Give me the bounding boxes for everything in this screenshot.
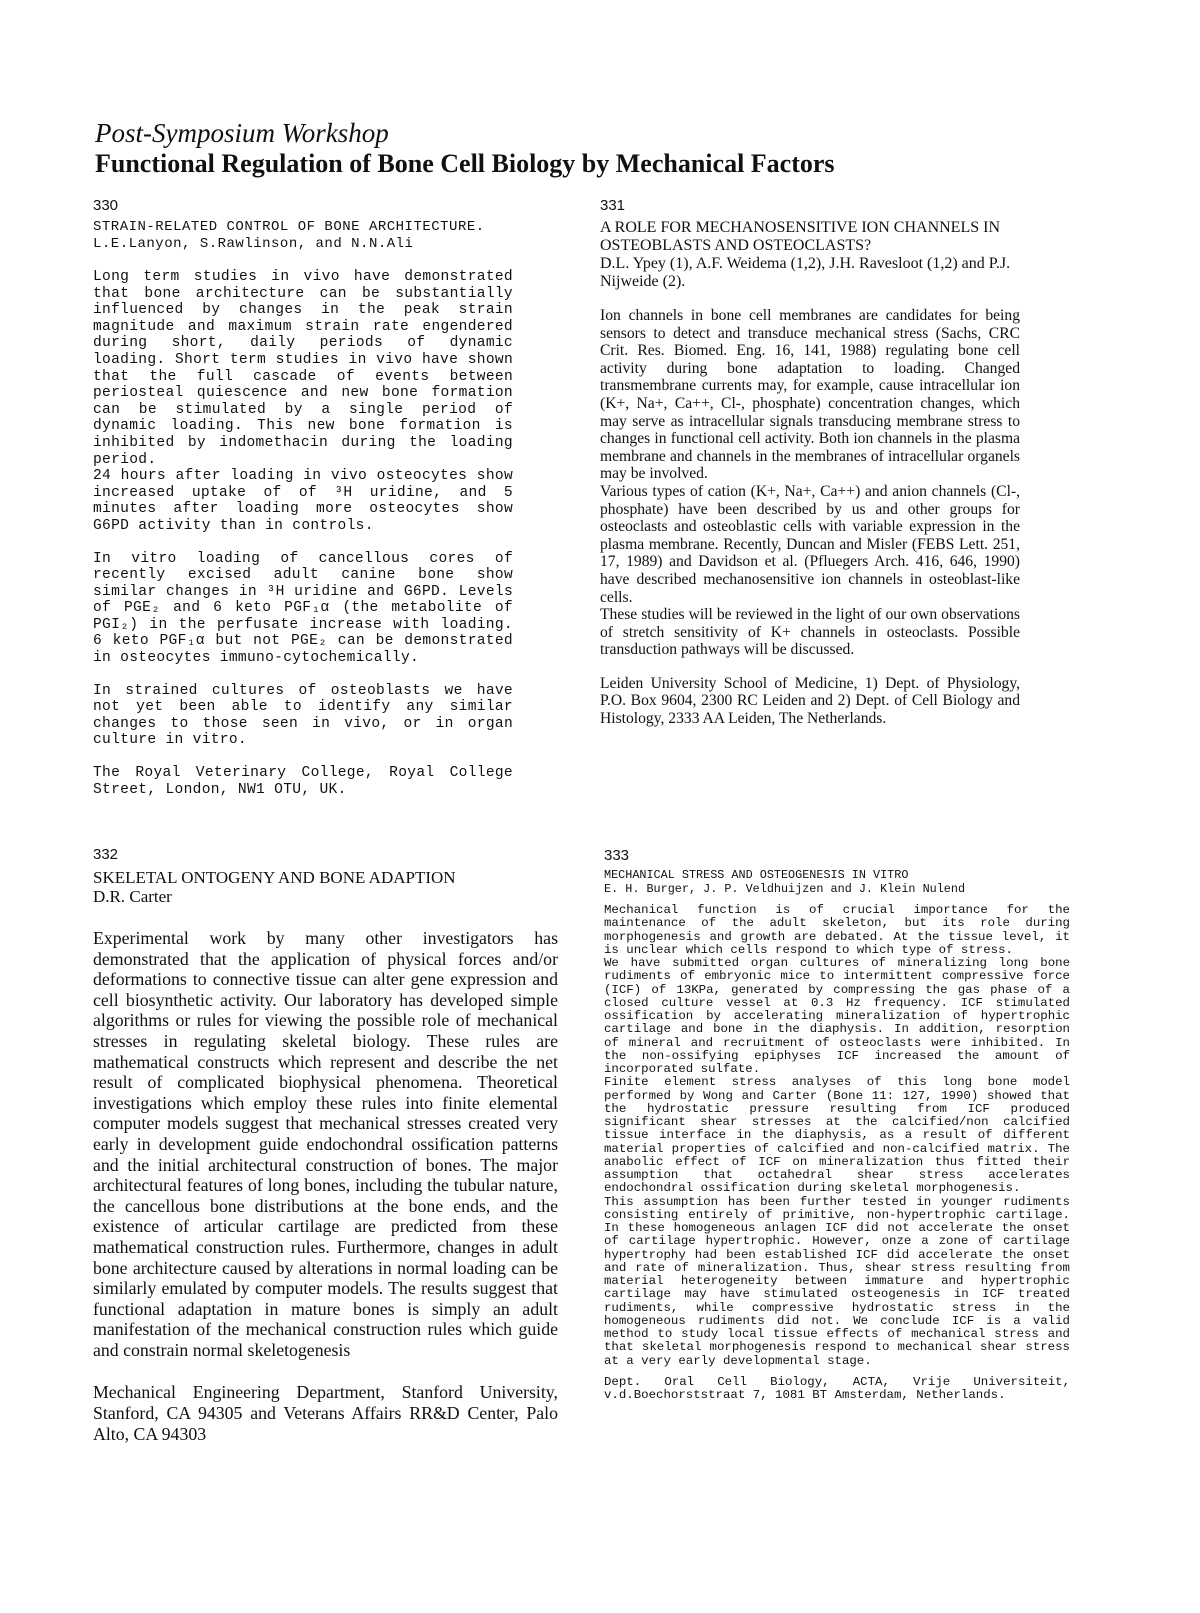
abstract-title: A ROLE FOR MECHANOSENSITIVE ION CHANNELS IN OSTEOBLASTS AND OSTEOCLASTS? <box>600 219 1000 254</box>
page-header <box>95 118 1115 179</box>
abstract-title: MECHANICAL STRESS AND OSTEOGENESIS IN VITRO <box>604 868 909 882</box>
affiliation: Dept. Oral Cell Biology, ACTA, Vrije Universiteit, v.d.Boechorststraat 7, 1081 BT Amsterdam, Netherlands. <box>604 1374 1070 1403</box>
paragraph: Mechanical function is of crucial importance for the maintenance of the adult skeleton, but its role during morphogenesis and growth are debated. At the tissue level, it is unclear which cells respond to which type of stress. <box>604 903 1070 957</box>
abstract-330 <box>93 197 513 798</box>
abstract-332 <box>93 846 558 1444</box>
abstract-authors: E. H. Burger, J. P. Veldhuijzen and J. Klein Nulend <box>604 881 966 896</box>
abstract-number: 332 <box>93 846 119 863</box>
paragraph: This assumption has been further tested in younger rudiments consisting entirely of primitive, non-hypertrophic cartilage. In these homogeneous anlagen ICF did not accelerate the onset of cartilage hypertrophic. However, onze a zone of cartilage hypertrophy had been established ICF did accelerate the onset and rate of mineralization. Thus, shear stress resulting from material heterogeneity between immature and hypertrophic cartilage may have stimulated osteogenesis in ICF treated rudiments, while compressive hydrostatic stress in the homogeneous rudiments did not. We conclude ICF is a valid method to study local tissue effects of mechanical stress and that skeletal morphogenesis respond to mechanical shear stress at a very early developmental stage. <box>604 1194 1070 1368</box>
abstract-body <box>93 269 513 798</box>
abstract-authors: D.R. Carter <box>93 887 172 906</box>
abstract-title: STRAIN-RELATED CONTROL OF BONE ARCHITECTURE. <box>93 219 485 235</box>
abstract-number: 331 <box>600 197 626 214</box>
affiliation: The Royal Veterinary College, Royal College Street, London, NW1 OTU, UK. <box>93 765 513 798</box>
paragraph: These studies will be reviewed in the light of our own observations of stretch sensitivity of K+ channels in osteoclasts. Possible transduction pathways will be discussed. <box>600 606 1020 659</box>
paragraph: Ion channels in bone cell membranes are candidates for being sensors to detect and transduce mechanical stress (Sachs, CRC Crit. Res. Biomed. Eng. 16, 141, 1988) regulating bone cell activity during bone adaptation to loading. Changed transmembrane currents may, for example, cause intracellular ion (K+, Na+, Ca++, Cl-, phosphate) concentration changes, which may serve as intracellular signals transducing membrane stress to changes in functional cell activity. Both ion channels in the plasma membrane and channels in the membranes of intracellular organels may be involved. <box>600 307 1020 483</box>
paragraph: 24 hours after loading in vivo osteocytes show increased uptake of of ³H uridine, and 5 minutes after loading more osteocytes show G6PD activity than in controls. <box>93 468 513 534</box>
abstract-body <box>600 307 1020 728</box>
abstract-number: 333 <box>604 847 630 864</box>
affiliation: Mechanical Engineering Department, Stanford University, Stanford, CA 94305 and Veterans Affairs RR&D Center, Palo Alto, CA 94303 <box>93 1382 558 1444</box>
paragraph: Finite element stress analyses of this long bone model performed by Wong and Carter (Bone 11: 127, 1990) showed that the hydrostatic pressure resulting from ICF produced significant shear stresses at the calcified/non calcified tissue interface in the diaphysis, as a result of different material properties of calcified and non-calcified matrix. The anabolic effect of ICF on mineralization thus fitted their assumption that octahedral shear stress accelerates endochondral ossification during skeletal morphogenesis. <box>604 1075 1070 1196</box>
paragraph: Long term studies in vivo have demonstrated that bone architecture can be substantially influenced by changes in the peak strain magnitude and maximum strain rate engendered during short, daily periods of dynamic loading. Short term studies in vivo have shown that the full cascade of events between periosteal quiescence and new bone formation can be stimulated by a single period of dynamic loading. This new bone formation is inhibited by indomethacin during the loading period. <box>93 269 513 468</box>
abstract-body <box>604 904 1070 1402</box>
abstract-authors: L.E.Lanyon, S.Rawlinson, and N.N.Ali <box>93 236 414 252</box>
paragraph: In vitro loading of cancellous cores of recently excised adult canine bone show similar changes in ³H uridine and G6PD. Levels of PGE₂ and 6 keto PGF₁α (the metabolite of PGI₂) in the perfusate increase with loading. 6 keto PGF₁α but not PGE₂ can be demonstrated in osteocytes immuno-cytochemically. <box>93 550 513 667</box>
abstract-333 <box>604 847 1070 1402</box>
abstract-331 <box>600 197 1020 728</box>
affiliation: Leiden University School of Medicine, 1) Dept. of Physiology, P.O. Box 9604, 2300 RC Leiden and 2) Dept. of Cell Biology and Histology, 2333 AA Leiden, The Netherlands. <box>600 674 1020 728</box>
abstract-authors: D.L. Ypey (1), A.F. Weidema (1,2), J.H. Ravesloot (1,2) and P.J. Nijweide (2). <box>600 255 1011 290</box>
abstract-body <box>93 928 558 1444</box>
abstract-title: SKELETAL ONTOGENY AND BONE ADAPTION <box>93 868 456 887</box>
paragraph: Experimental work by many other investigators has demonstrated that the application of physical forces and/or deformations to connective tissue can alter gene expression and cell biosynthetic activity. Our laboratory has developed simple algorithms or rules for viewing the possible role of mechanical stresses in regulating skeletal biology. These rules are mathematical constructs which represent and describe the net result of complicated biophysical phenomena. Theoretical investigations which employ these rules into finite elemental computer models suggest that mechanical stresses created very early in development guide endochondral ossification patterns and the initial architectural construction of bones. The major architectural features of long bones, including the tubular nature, the cancellous bone distributions at the bone ends, and the existence of articular cartilage are predicted from these mathematical construction rules. Furthermore, changes in adult bone architecture caused by alterations in normal loading can be similarly emulated by computer models. The results suggest that functional adaptation in mature bones is simply an adult manifestation of the mechanical construction rules which guide and constrain normal skeletogenesis <box>93 928 558 1360</box>
workshop-title: Functional Regulation of Bone Cell Biology by Mechanical Factors <box>95 149 835 178</box>
abstract-number: 330 <box>93 197 119 214</box>
paragraph: We have submitted organ cultures of mineralizing long bone rudiments of embryonic mice to intermittent compressive force (ICF) of 13KPa, generated by compressing the gas phase of a closed culture vessel at 0.3 Hz frequency. ICF stimulated ossification by accelerating mineralization of hypertrophic cartilage and bone in the diaphysis. In addition, resorption of mineral and recruitment of osteoclasts were inhibited. In the non-ossifying epiphyses ICF increased the amount of incorporated sulfate. <box>604 956 1070 1077</box>
paragraph: In strained cultures of osteoblasts we have not yet been able to identify any similar changes to those seen in vivo, or in organ culture in vitro. <box>93 682 513 749</box>
workshop-subtitle: Post-Symposium Workshop <box>95 118 389 148</box>
paragraph: Various types of cation (K+, Na+, Ca++) and anion channels (Cl-, phosphate) have been described by us and other groups for osteoclasts and osteoblastic cells with variable expression in the plasma membrane. Recently, Duncan and Misler (FEBS Lett. 251, 17, 1989) and Davidson et al. (Pfluegers Arch. 416, 646, 1990) have described mechanosensitive ion channels in osteoblast-like cells. <box>600 482 1020 606</box>
